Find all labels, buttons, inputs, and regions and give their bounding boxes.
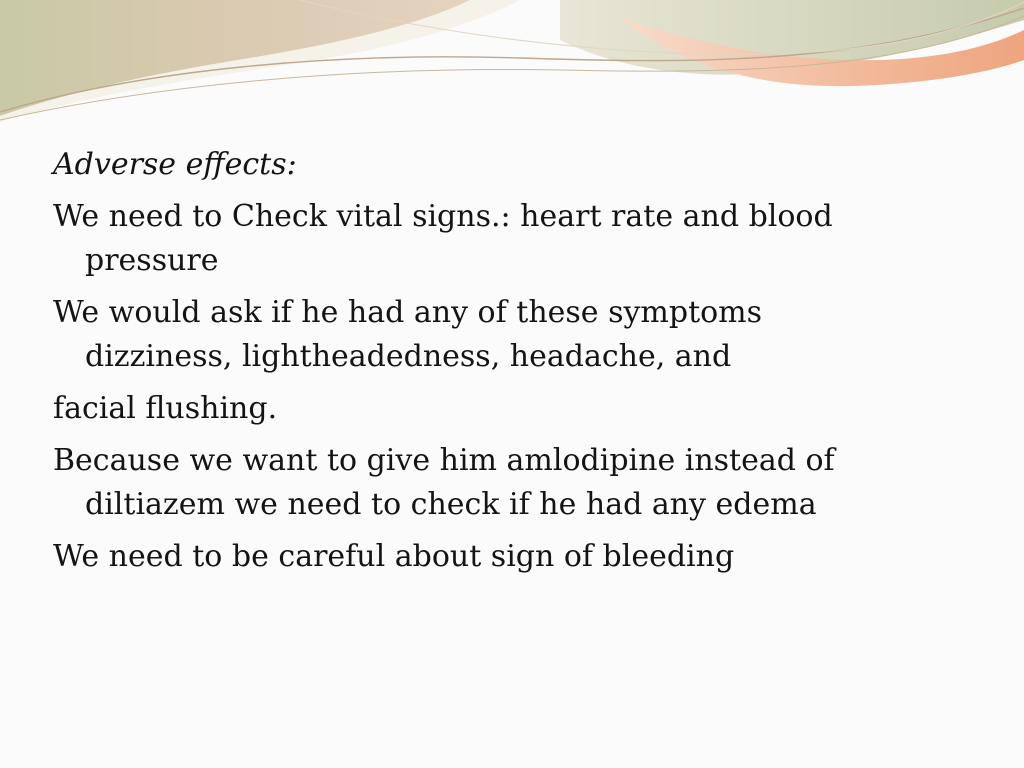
paragraph-vital-signs: We need to Check vital signs.: heart rate and blood pressure: [53, 199, 833, 278]
paragraph-symptoms: We would ask if he had any of these symptoms dizziness, lightheadedness, headache, and: [53, 295, 763, 374]
slide-heading: Adverse effects:: [53, 147, 297, 182]
slide-body: [53, 143, 893, 587]
paragraph-edema: Because we want to give him amlodipine instead of diltiazem we need to check if he had any edema: [53, 443, 835, 522]
paragraph-facial-flushing: facial flushing.: [53, 391, 278, 426]
paragraph-bleeding: We need to be careful about sign of bleeding: [53, 539, 735, 574]
decorative-wave-banner: [0, 0, 1024, 130]
